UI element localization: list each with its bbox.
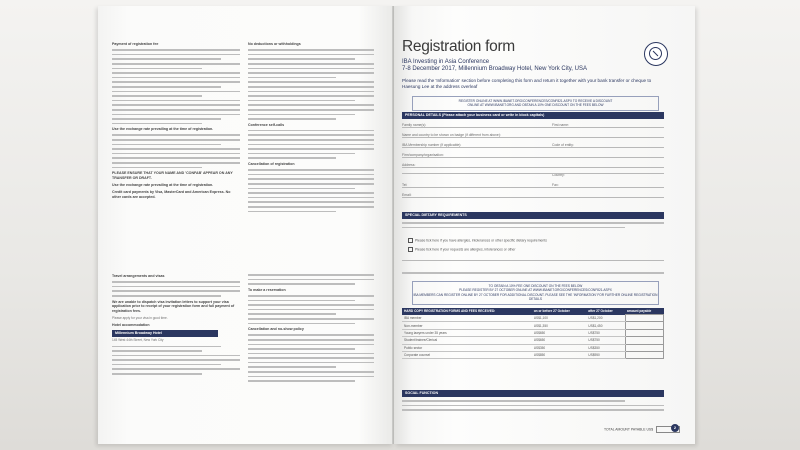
fee-early[interactable]: US$1,350	[532, 322, 587, 329]
fee-header-category: HARD COPY REGISTRATION FORMS AND FEES RECEIVED:	[402, 308, 532, 315]
travel-text	[112, 281, 240, 296]
field-label: IBA Membership number (if applicable):	[402, 143, 462, 147]
fee-late[interactable]: US$950	[586, 351, 625, 358]
fee-category: Public sector	[402, 344, 532, 351]
hotel-bar: Millennium Broadway Hotel	[112, 330, 218, 337]
hotel-address: 145 West 44th Street, New York City	[112, 338, 164, 343]
dietary-bar: SPECIAL DIETARY REQUIREMENTS	[402, 212, 664, 219]
left-page	[98, 6, 394, 444]
table-row	[402, 337, 664, 344]
payment-text-2	[112, 72, 240, 97]
open-brochure	[98, 6, 695, 444]
address-field[interactable]	[402, 163, 664, 167]
fee-amount-box[interactable]	[625, 337, 664, 344]
draft-text	[112, 148, 240, 168]
left-lower-column-2	[248, 274, 374, 444]
firm-field[interactable]	[402, 153, 664, 157]
fee-category: Non-member	[402, 322, 532, 329]
checkbox-label: Please tick here if you have allergies, intolerances or other specific dietary requirements	[415, 238, 547, 243]
field-label-right: Country:	[552, 173, 565, 177]
hotel-cancel-text	[248, 334, 374, 382]
field-label-right: First name:	[552, 123, 569, 127]
early-discount-box	[412, 281, 659, 305]
travel-heading: Travel arrangements and visas	[112, 274, 165, 278]
page-number: 2	[671, 424, 679, 432]
social-function-bar: SOCIAL FUNCTION	[402, 390, 664, 397]
fee-early[interactable]: US$650	[532, 329, 587, 336]
fee-header-early: on or before 27 October	[532, 308, 587, 315]
cancellation-text	[248, 169, 374, 212]
conference-name: IBA Investing in Asia Conference	[402, 59, 490, 65]
fee-header-late: after 27 October	[586, 308, 625, 315]
total-label: TOTAL AMOUNT PAYABLE US$	[604, 427, 654, 432]
fee-amount-box[interactable]	[625, 322, 664, 329]
promo2-line-2: PLEASE REGISTER BY 27 OCTOBER ONLINE AT WWW.IBANET.ORG/CONFERENCES/CONF821.ASPX	[459, 288, 612, 293]
fee-early[interactable]: US$650	[532, 337, 587, 344]
tel-fax-field[interactable]	[402, 183, 664, 187]
selfcall-heading: Conference self-calls	[248, 122, 285, 127]
fee-amount-box[interactable]	[625, 351, 664, 358]
hotel-cancel-heading: Cancellation and no-show policy	[248, 327, 304, 332]
selfcall-text	[248, 130, 374, 159]
right-page	[394, 6, 695, 444]
fee-amount-box[interactable]	[625, 344, 664, 351]
family-name-field[interactable]	[402, 123, 664, 127]
email-field[interactable]	[402, 193, 664, 197]
social-function-text	[402, 400, 664, 420]
deductions-text-2	[248, 81, 374, 101]
field-label-right: Fax:	[552, 183, 559, 187]
personal-details-bar: PERSONAL DETAILS (Please attach your business card or write in block capitals)	[402, 112, 664, 119]
hotel-text	[112, 346, 240, 375]
promo2-line-1: TO OBTAIN A 10% FEE ONE DISCOUNT ON THE FEES BELOW	[488, 284, 583, 288]
visa-warning: We are unable to dispatch visa invitation letters to support your visa application prior to receipt of your registration form and full payment of registration fees.	[112, 299, 235, 313]
conference-date-venue: 7-8 December 2017, Millennium Broadway Hotel, New York City, USA	[402, 66, 587, 72]
fee-early[interactable]: US$850	[532, 351, 587, 358]
promo-line-1: REGISTER ONLINE AT WWW.IBANET.ORG/CONFERENCES/CONF821.ASPX TO RECEIVE A DISCOUNT	[458, 99, 613, 103]
fee-header-amount: amount payable	[625, 308, 664, 315]
iba-logo-icon	[644, 42, 668, 66]
transfer-warning: PLEASE ENSURE THAT YOUR NAME AND 'CONFAB' APPEAR ON ANY TRANSFER OR DRAFT.	[112, 171, 233, 180]
online-discount-box	[412, 96, 659, 111]
disclosure-lines	[402, 272, 664, 274]
left-lower-column-1	[112, 274, 240, 444]
payment-text	[112, 49, 240, 69]
visa-apply-note: Please apply for your visa in good time.	[112, 315, 168, 320]
hotel-heading: Hotel accommodation	[112, 323, 150, 328]
disclosure-text	[402, 272, 664, 278]
table-row	[402, 329, 664, 336]
field-label: Name and country to be shown on badge (if different from above):	[402, 133, 501, 137]
fee-late[interactable]: US$1,450	[586, 322, 625, 329]
promo2-line-3: IBA MEMBERS CAN REGISTER ONLINE BY 27 OCTOBER FOR ADDITIONAL DISCOUNT. PLEASE SEE THE 'INFORMATION' FOR FURTHER ONLINE REGISTRATION DETAILS	[413, 292, 658, 302]
social-function-lines	[402, 400, 664, 411]
fee-category: Corporate counsel	[402, 351, 532, 358]
bank-transfer-text	[112, 100, 240, 125]
reservation-text	[248, 295, 374, 324]
fee-late[interactable]: US$350	[586, 344, 625, 351]
fee-amount-box[interactable]	[625, 329, 664, 336]
cheque-text	[112, 134, 240, 145]
membership-number-field[interactable]	[402, 143, 664, 147]
fee-category: Student/trainee/Clerical	[402, 337, 532, 344]
fee-late[interactable]: US$1,200	[586, 315, 625, 322]
cancellation-heading: Cancellation of registration	[248, 162, 295, 167]
fee-category: Young lawyers under 35 years	[402, 329, 532, 336]
badge-name-field[interactable]	[402, 133, 664, 137]
checkbox-label: Please tick here if your requests are allergies, intolerances or other	[415, 247, 516, 252]
fee-early[interactable]: US$1,100	[532, 315, 587, 322]
total-amount-field[interactable]	[604, 426, 680, 433]
table-row	[402, 351, 664, 358]
exchange-rate-note: Use the exchange rate prevailing at the time of registration.	[112, 127, 214, 132]
dietary-checkbox-1[interactable]	[408, 238, 547, 243]
left-column-1	[112, 42, 240, 262]
table-row	[402, 315, 664, 322]
deductions-text	[248, 49, 374, 78]
fee-amount-box[interactable]	[625, 315, 664, 322]
card-payment-note: Credit card payments by Visa, MasterCard and American Express. No other cards are accepted.	[112, 190, 231, 199]
reservation-heading: To make a reservation	[248, 287, 286, 292]
promo-line-2: ONLINE AT WWW.IBANET.ORG AND OBTAIN A 10% ONE DISCOUNT ON THE FEES BELOW	[467, 103, 604, 108]
fee-category: IBA member	[402, 315, 532, 322]
field-label: Email:	[402, 193, 412, 197]
deductions-heading: No deductions or withholdings	[248, 42, 301, 46]
hotel-bar-wrap	[112, 330, 240, 338]
dietary-text	[402, 222, 664, 234]
payment-heading: Payment of registration fee	[112, 42, 159, 46]
field-label: Address:	[402, 163, 416, 167]
fee-late[interactable]: US$750	[586, 337, 625, 344]
field-label-right: Code of entity:	[552, 143, 574, 147]
table-row	[402, 322, 664, 329]
hotel-rate-text	[248, 274, 374, 285]
field-label: Family name(s):	[402, 123, 427, 127]
table-row	[402, 344, 664, 351]
dietary-text-lines	[402, 222, 664, 228]
form-instructions: Please read the 'Information' section before completing this form and return it together with your bank transfer or cheque to Haesung Lee at the address overleaf	[402, 78, 652, 89]
dietary-checkbox-2[interactable]	[408, 247, 515, 252]
exchange-rate-note-2: Use the exchange rate prevailing at the time of registration.	[112, 183, 214, 187]
fee-late[interactable]: US$750	[586, 329, 625, 336]
field-label: Firm/company/organisation:	[402, 153, 444, 157]
deductions-text-3	[248, 104, 374, 119]
field-label: Tel:	[402, 183, 408, 187]
fee-table	[402, 308, 664, 359]
fee-early[interactable]: US$350	[532, 344, 587, 351]
page-title: Registration form	[402, 38, 515, 55]
left-column-2	[248, 42, 374, 262]
